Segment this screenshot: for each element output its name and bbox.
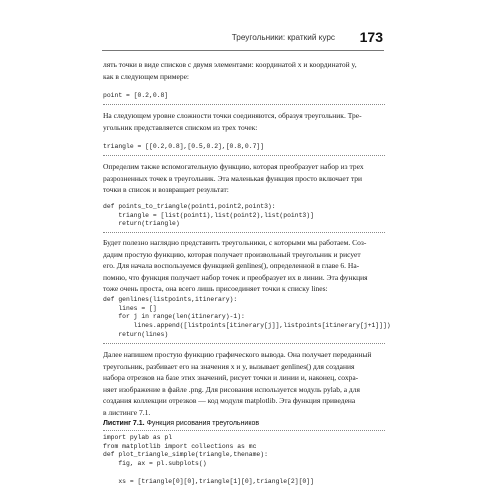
text-line: тоже очень проста, она всего лишь присоединяет точки к списку lines: — [103, 284, 328, 294]
header-rule — [102, 50, 384, 51]
text-line: Определим также вспомогательную функцию, которая преобразует набор из трех — [103, 162, 364, 171]
code-block-point: point = [0.2,0.8] — [103, 92, 169, 99]
page-number: 173 — [359, 29, 383, 45]
page-header — [231, 29, 383, 46]
listing-label: Листинг 7.1. — [103, 420, 145, 427]
listing-caption — [103, 420, 259, 427]
code-rule — [103, 343, 385, 344]
listing-rule — [103, 430, 385, 431]
code-block-listing-7-1: import pylab as pl from matplotlib import collections as mc def plot_triangle_simple(triangle,thename): fig, ax = pl.subplots() xs = [triangle[0][0],triangle[1][0],triangle[2][0]] — [103, 434, 314, 485]
text-line: треугольник, разбивает его на значения x и y, вызывает genlines() для создания — [103, 361, 355, 371]
text-line: набора отрезков на базе этих значений, рисует точки и линии и, наконец, сохра- — [103, 373, 359, 383]
text-line: в листинге 7.1. — [103, 407, 151, 417]
text-line: его. Для начала воспользуемся функцией genlines(), определенной в главе 6. На- — [103, 261, 360, 271]
text-line: лять точки в виде списков с двумя элементами: координатой x и координатой y, — [103, 60, 357, 69]
paragraph-5 — [103, 349, 386, 419]
text-line: Далее напишем простую функцию графического вывода. Она получает переданный — [103, 350, 372, 359]
code-rule — [103, 155, 385, 156]
paragraph-4 — [103, 237, 386, 295]
code-block-points-to-triangle: def points_to_triangle(point1,point2,point3): triangle = [list(point1),list(point2),list(point3)] return(triangle) — [103, 203, 314, 228]
running-title: Треугольники: краткий курс — [231, 33, 335, 42]
code-block-triangle: triangle = [[0.2,0.8],[0.5,0.2],[0.8,0.7]] — [103, 143, 265, 150]
text-line: разрозненных точек в треугольник. Эта маленькая функция просто включает три — [103, 173, 362, 183]
text-line: На следующем уровне сложности точки соединяются, образуя треугольник. Тре- — [103, 111, 362, 120]
code-rule — [103, 104, 385, 105]
code-block-genlines: def genlines(listpoints,itinerary): lines = [] for j in range(len(itinerary)-1): lines.append([listpoints[itinerary[j]],listpoints[itinerary[j+1]]]) return(lines) — [103, 296, 391, 338]
text-line: помню, что функция получает набор точек и преобразует их в линии. Эта функция — [103, 272, 368, 282]
paragraph-1 — [103, 59, 386, 82]
paragraph-3 — [103, 161, 386, 196]
text-line: угольник представляется списком из трех точек: — [103, 122, 258, 132]
text-line: няет изображение в файле .png. Для рисования используется модуль pylab, а для — [103, 384, 360, 394]
listing-title: Функция рисования треугольников — [146, 420, 260, 427]
text-line: Будет полезно наглядно представить треугольники, с которыми мы работаем. Соз- — [103, 238, 367, 247]
text-line: создания коллекции отрезков — код модуля matplotlib. Эта функция приведена — [103, 396, 356, 406]
code-rule — [103, 232, 385, 233]
text-line: точки в список и возвращает результат: — [103, 185, 229, 195]
text-line: как в следующем примере: — [103, 71, 190, 81]
paragraph-2 — [103, 110, 386, 133]
text-line: дадим простую функцию, которая получает произвольный треугольник и рисует — [103, 249, 361, 259]
